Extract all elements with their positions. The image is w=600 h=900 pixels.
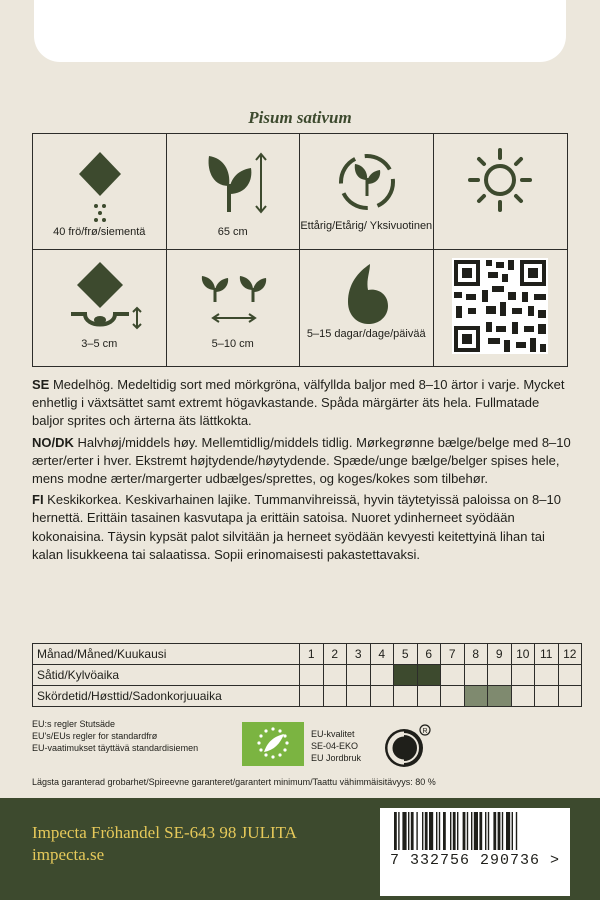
cell-qr: [434, 250, 568, 366]
month-cell: 8: [464, 644, 488, 665]
sowing-cell: [464, 665, 488, 686]
month-cell: 1: [300, 644, 324, 665]
harvest-label: Skördetid/Høsttid/Sadonkorjuuaika: [33, 686, 300, 707]
icon-grid: [32, 133, 568, 367]
eko-line: EU-kvalitet: [311, 729, 355, 739]
cell-seed-count: [33, 134, 167, 250]
month-cell: 9: [488, 644, 512, 665]
cell-germination: [300, 250, 434, 366]
sowing-cell: [441, 665, 465, 686]
company-address: Impecta Fröhandel SE-643 98 JULITA: [32, 823, 297, 842]
harvest-cell: [441, 686, 465, 707]
sowing-cell: [488, 665, 512, 686]
month-cell: 7: [441, 644, 465, 665]
species-title: Pisum sativum: [248, 108, 352, 127]
sowing-cell: [417, 665, 441, 686]
description: [32, 376, 572, 567]
harvest-cell: [347, 686, 371, 707]
harvest-cell: [535, 686, 559, 707]
eu-organic-text: [311, 728, 361, 764]
harvest-cell: [370, 686, 394, 707]
month-cell: 5: [394, 644, 418, 665]
lang-code-fi: FI: [32, 492, 44, 508]
month-label: Månad/Måned/Kuukausi: [33, 644, 300, 665]
barcode-bars-icon: [380, 808, 570, 852]
barcode-number: 7 332756 290736 >: [389, 852, 561, 869]
cell-spacing: [167, 250, 301, 366]
calendar-month-row: [33, 644, 582, 665]
germination-icon: [300, 250, 434, 367]
lang-code-nodk: NO/DK: [32, 434, 74, 450]
sun-icon: [434, 134, 566, 251]
svg-text:R: R: [422, 728, 428, 735]
annual-caption: Ettårig/Etårig/ Yksivuotinen: [300, 220, 433, 232]
month-cell: 4: [370, 644, 394, 665]
company-website[interactable]: impecta.se: [32, 845, 105, 864]
sowing-cell: [347, 665, 371, 686]
sowing-depth-caption: 3–5 cm: [81, 338, 118, 350]
harvest-cell: [394, 686, 418, 707]
plant-height-caption: 65 cm: [217, 226, 248, 238]
eu-standard-text: [32, 718, 198, 754]
eu-standard-line: EU's/EUs regler for standardfrø: [32, 731, 158, 741]
description-se-text: Medelhög. Medeltidig sort med mörkgröna, välfyllda baljor med 8–10 ärtor i varje. Mycket enhetlig i växtsättet samt extremt högavkastande. Spåda märgärter äts hela. Fullmatade baljor sprites och ärterna äts lättkokta.: [32, 377, 565, 429]
month-cell: 6: [417, 644, 441, 665]
qr-code-icon[interactable]: [434, 250, 566, 367]
harvest-cell: [464, 686, 488, 707]
eu-organic-logo-icon: [242, 722, 304, 766]
lang-code-se: SE: [32, 377, 50, 392]
sowing-cell: [535, 665, 559, 686]
sowing-label: Såtid/Kylvöaika: [33, 665, 300, 686]
germination-caption: 5–15 dagar/dage/päivää: [306, 328, 426, 340]
harvest-cell: [558, 686, 582, 707]
description-se: [32, 376, 572, 431]
description-nodk: [32, 434, 572, 489]
month-cell: 3: [347, 644, 371, 665]
month-cell: 12: [558, 644, 582, 665]
cell-sun: [434, 134, 568, 250]
spacing-caption: 5–10 cm: [211, 338, 254, 350]
harvest-cell: [488, 686, 512, 707]
calendar-sowing-row: [33, 665, 582, 686]
harvest-cell: [417, 686, 441, 707]
sowing-cell: [300, 665, 324, 686]
month-cell: 11: [535, 644, 559, 665]
sowing-cell: [370, 665, 394, 686]
seed-count-caption: 40 frö/frø/siementä: [53, 226, 146, 238]
harvest-cell: [300, 686, 324, 707]
eu-standard-line: EU:s regler Stutsäde: [32, 719, 116, 729]
growing-calendar: [32, 643, 582, 707]
hang-tab-cutout: [34, 0, 566, 62]
annual-cycle-icon: [300, 134, 434, 251]
calendar-harvest-row: [33, 686, 582, 707]
cell-sowing-depth: [33, 250, 167, 366]
description-fi: [32, 491, 572, 564]
eko-line: EU Jordbruk: [311, 753, 362, 763]
sowing-cell: [558, 665, 582, 686]
green-dot-recycling-icon: [380, 722, 432, 774]
cell-annual: [300, 134, 434, 250]
month-cell: 2: [323, 644, 347, 665]
description-fi-text: Keskikorkea. Keskivarhainen lajike. Tummanvihreissä, hyvin täytetyissä paloissa on 8–10 hernettä. Erittäin tasainen kasvutapa ja erittäin satoisa. Nuoret ydinherneet syödään kokonaisina. Täysin kypsät palot silvitään ja herneet syödään kevyesti keitettyinä lihan tai kalan lisukkeena tai salaatissa. Sopii erinomaisesti pakastettavaksi.: [32, 492, 561, 562]
harvest-cell: [323, 686, 347, 707]
description-nodk-text: Halvhøj/middels høy. Mellemtidlig/middels tidlig. Mørkegrønne bælge/belge med 8–10 ærter/erter i hver. Ekstremt højtydende/høytydende. Spæde/unge bælge/belger spises hele, mens modne ærter/margerter udbælges/sprettes, og koges/kokes som tilbehør.: [32, 434, 571, 487]
eko-line: SE-04-EKO: [311, 741, 359, 751]
sowing-cell: [323, 665, 347, 686]
eu-standard-line: EU-vaatimukset täyttävä standardisiemen: [32, 743, 199, 753]
sowing-cell: [511, 665, 535, 686]
month-cell: 10: [511, 644, 535, 665]
germination-guarantee: Lägsta garanterad grobarhet/Spireevne garanteret/garantert minimum/Taattu vähimmäisitävyys: 80 %: [32, 777, 436, 787]
cell-plant-height: [167, 134, 301, 250]
harvest-cell: [511, 686, 535, 707]
sowing-cell: [394, 665, 418, 686]
